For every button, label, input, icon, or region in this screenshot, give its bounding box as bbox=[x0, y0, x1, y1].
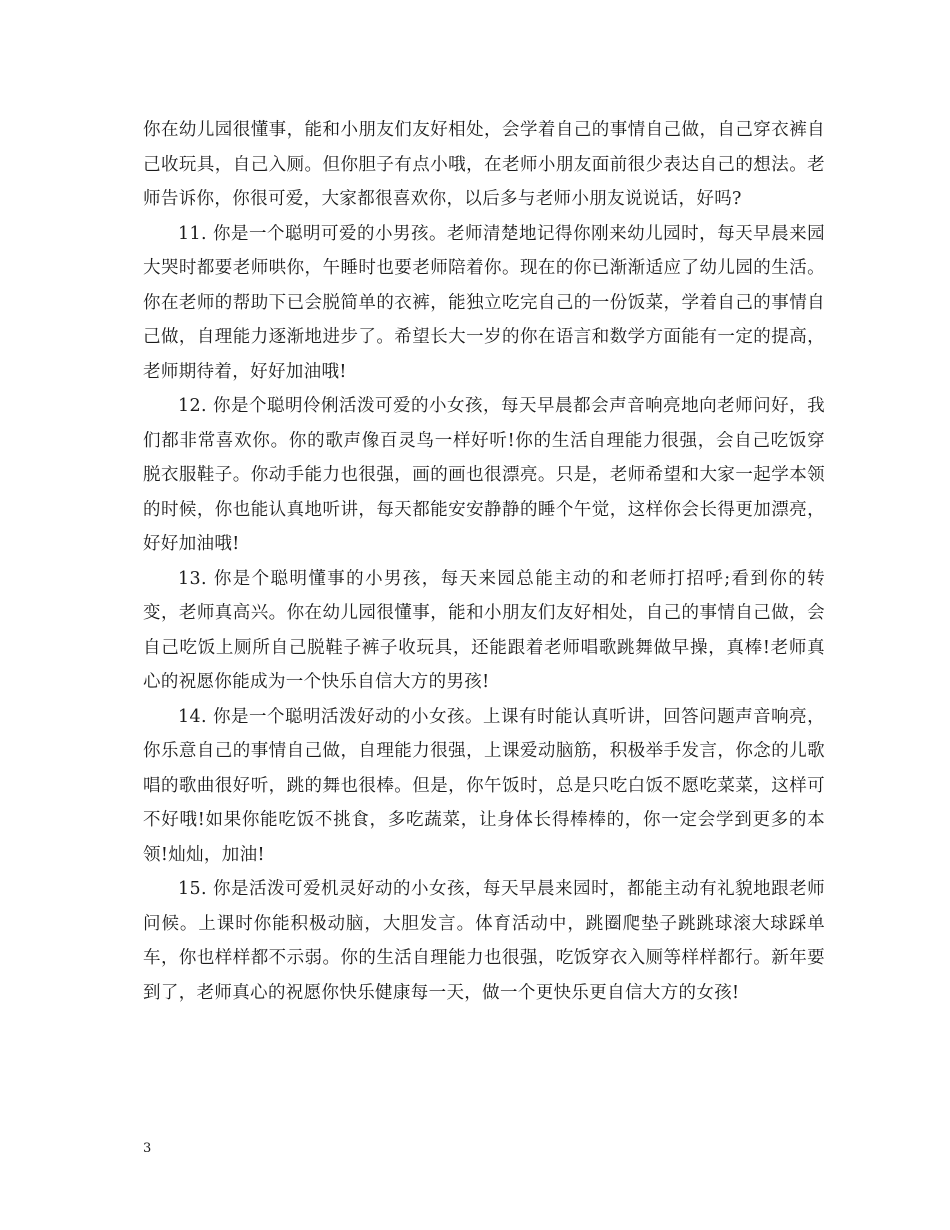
paragraph-continuation: 你在幼儿园很懂事，能和小朋友们友好相处，会学着自己的事情自己做，自己穿衣裤自己收玩具，自己入厕。但你胆子有点小哦，在老师小朋友面前很少表达自己的想法。老师告诉你，你很可爱，大家都很喜欢你，以后多与老师小朋友说说话，好吗? bbox=[143, 120, 825, 209]
page-number: 3 bbox=[143, 1141, 152, 1156]
paragraph-item-15: 15. 你是活泼可爱机灵好动的小女孩，每天早晨来园时，都能主动有礼貌地跟老师问候。上课时你能积极动脑，大胆发言。体育活动中，跳圈爬垫子跳跳球滚大球踩单车，你也样样都不示弱。你的生活自理能力也很强，吃饭穿衣入厕等样样都行。新年要到了，老师真心的祝愿你快乐健康每一天，做一个更快乐更自信大方的女孩! bbox=[143, 879, 825, 1003]
document-body bbox=[143, 113, 825, 1010]
paragraph-item-12: 12. 你是个聪明伶俐活泼可爱的小女孩，每天早晨都会声音响亮地向老师问好，我们都非常喜欢你。你的歌声像百灵鸟一样好听!你的生活自理能力很强，会自己吃饭穿脱衣服鞋子。你动手能力也很强，画的画也很漂亮。只是，老师希望和大家一起学本领的时候，你也能认真地听讲，每天都能安安静静的睡个午觉，这样你会长得更加漂亮，好好加油哦! bbox=[143, 396, 825, 554]
paragraph-item-13: 13. 你是个聪明懂事的小男孩，每天来园总能主动的和老师打招呼;看到你的转变，老师真高兴。你在幼儿园很懂事，能和小朋友们友好相处，自己的事情自己做，会自己吃饭上厕所自己脱鞋子裤子收玩具，还能跟着老师唱歌跳舞做早操，真棒!老师真心的祝愿你能成为一个快乐自信大方的男孩! bbox=[143, 568, 825, 692]
paragraph-item-11: 11. 你是一个聪明可爱的小男孩。老师清楚地记得你刚来幼儿园时，每天早晨来园大哭时都要老师哄你，午睡时也要老师陪着你。现在的你已渐渐适应了幼儿园的生活。你在老师的帮助下已会脱简单的衣裤，能独立吃完自己的一份饭菜，学着自己的事情自己做，自理能力逐渐地进步了。希望长大一岁的你在语言和数学方面能有一定的提高，老师期待着，好好加油哦! bbox=[143, 223, 825, 382]
paragraph-item-14: 14. 你是一个聪明活泼好动的小女孩。上课有时能认真听讲，回答问题声音响亮，你乐意自己的事情自己做，自理能力很强，上课爱动脑筋，积极举手发言，你念的儿歌唱的歌曲很好听，跳的舞也很棒。但是，你午饭时，总是只吃白饭不愿吃菜菜，这样可不好哦!如果你能吃饭不挑食，多吃蔬菜，让身体长得棒棒的，你一定会学到更多的本领!灿灿，加油! bbox=[143, 706, 825, 865]
